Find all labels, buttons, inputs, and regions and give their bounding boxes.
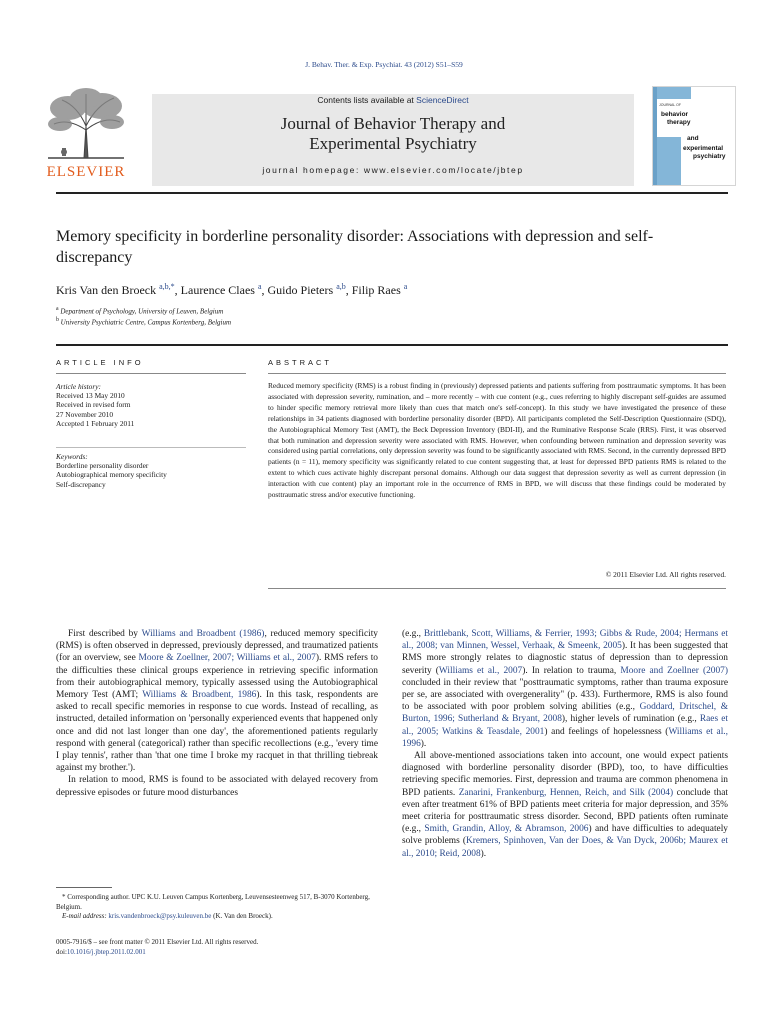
body-paragraph: First described by Williams and Broadbent (1986), reduced memory specificity (RMS) is often observed in depressed, previously depressed, and traumatized patients (for an overview, see Moore & Zoellner, 2007; Williams et al., 2007). RMS refers to the difficulties these clinical groups experience in retrieving specific information from their autobiographical memory, typically assessed using the Autobiographical Memory Test (AMT; Williams & Broadbent, 1986). In this task, respondents are asked to recall specific memories in response to cue words. Instead of recalling, as instructed, detailed information on 'personally experienced events that happened only once and did not last longer than one day', the aforementioned patients regularly respond with general (categorical) rather than specific recollections (e.g., 'every time I play tennis', rather than 'that one time I broke my racquet in that thrilling tiebreak against my brother.'). — [56, 629, 378, 774]
affiliation: $^b$ University Psychiatric Centre, Campus Kortenberg, Belgium — [56, 317, 232, 327]
citation-link[interactable]: Raes et al., 2005; Watkins & Teasdale, 2001 — [402, 714, 728, 737]
history-item: Received 13 May 2010 — [56, 391, 125, 401]
elsevier-tree-icon — [44, 86, 128, 160]
issn-line: 0005-7916/$ – see front matter © 2011 Elsevier Ltd. All rights reserved. — [56, 938, 259, 946]
citation-link[interactable]: Smith, Grandin, Alloy, & Abramson, 2006 — [424, 824, 589, 835]
divider — [56, 447, 246, 448]
body-paragraph: All above-mentioned associations taken into account, one would expect patients diagnosed with borderline personality disorder (BPD), too, to have difficulties retrieving specific memories. First, depression and trauma are common phenomena in BPD patients. Zanarini, Frankenburg, Hennen, Reich, and Silk (2004) conclude that even after treatment 61% of BPD patients meet criteria for major depression, and 35% meet criteria for posttraumatic stress disorder. Second, BPD patients often ruminate (e.g., Smith, Grandin, Alloy, & Abramson, 2006) and have difficulties to adequately solve problems (Kremers, Spinhoven, Van der Does, & Van Dyck, 2006b; Maurex et al., 2010; Reid, 2008). — [402, 751, 728, 859]
keyword: Borderline personality disorder — [56, 461, 149, 471]
footnote-rule — [56, 887, 112, 888]
citation-link[interactable]: Zanarini, Frankenburg, Hennen, Reich, and Silk (2004) — [458, 787, 674, 798]
journal-cover-thumbnail[interactable] — [652, 86, 736, 186]
author-name: Kris Van den Broeck — [56, 283, 157, 297]
citation-link[interactable]: Williams and Broadbent (1986) — [141, 629, 265, 639]
citation-link[interactable]: Williams et al., 2007 — [438, 665, 523, 676]
article-info-heading: ARTICLE INFO — [56, 358, 144, 367]
abstract-text: Reduced memory specificity (RMS) is a robust finding in (previously) depressed patients and patients suffering from posttraumatic symptoms. It has been associated with depression severity, rumination, and – more recently – with cue content (e.g., cues referring to highly discrepant self-guides are assumed to hinder specific memory retrieval more likely than cues that match one's self-concept). In this study we have investigated the presence of these relationships in 34 patients diagnosed with borderline personality disorder (BPD). All participants completed the Self-Description Questionnaire (SDQ), the Autobiographical Memory Test (AMT), the Beck Depression Inventory (BDI-II), and the Ruminative Response Scale (RRS). First, it was observed that both rumination and depression severity were associated with RMS. However, when confounding between rumination and depression severity was considered using partial correlations, only depression severity was found to be significantly associated with RMS. Second, in the currently depressed BPD patients (n = 11), memory specificity was significantly related to cue content suggesting that, at least for depressed BPD patients RMS is related to the extent to which cues activate highly discrepant personal domains. Although our data suggest that depression severity as well as current depression (in interaction with cue content) play an important role in the occurrence of RMS in BPD, we will discuss that these findings could be moderated by posttraumatic stress and/or executive functioning. — [268, 381, 726, 500]
header-rule — [56, 192, 728, 194]
citation-link[interactable]: Williams et al., 1996 — [402, 726, 728, 749]
contents-line: Contents lists available at ScienceDirect — [317, 95, 469, 105]
elsevier-logo — [30, 86, 142, 186]
history-item: 27 November 2010 — [56, 409, 114, 419]
section-rule — [56, 344, 728, 346]
divider — [268, 588, 726, 589]
keywords — [56, 452, 246, 489]
history-label: Article history: — [56, 382, 101, 391]
history-item: Accepted 1 February 2011 — [56, 418, 135, 428]
history-item: Received in revised form — [56, 400, 131, 410]
keywords-label: Keywords: — [56, 452, 88, 461]
author-name: Laurence Claes — [180, 283, 255, 297]
corresponding-author-footnote: * Corresponding author. UPC K.U. Leuven Campus Kortenberg, Leuvensesteenweg 517, B-3070 Kortenberg, Belgium. E-mail address: kris.vandenbroeck@psy.kuleuven.be (K. Van den Broeck). — [56, 893, 370, 920]
keyword: Self-discrepancy — [56, 479, 106, 489]
abstract-copyright: © 2011 Elsevier Ltd. All rights reserved. — [605, 570, 726, 579]
cover-word: experimental — [683, 145, 724, 152]
cover-word: psychiatry — [693, 153, 726, 160]
body-paragraph: In relation to mood, RMS is found to be associated with delayed recovery from depressive episodes or future mood disturbances — [56, 775, 378, 798]
author-name: Guido Pieters — [267, 283, 334, 297]
divider — [56, 373, 246, 374]
affiliation: $^a$ Department of Psychology, University of Leuven, Belgium — [56, 306, 224, 316]
citation-link[interactable]: Kremers, Spinhoven, Van der Does, & Van Dyck, 2006b; Maurex et al., 2010; Reid, 2008 — [402, 836, 728, 859]
divider — [268, 373, 726, 374]
citation-link[interactable]: Moore and Zoellner (2007) — [620, 665, 728, 676]
publisher-name: ELSEVIER — [46, 164, 126, 180]
cover-block — [657, 87, 691, 99]
journal-homepage[interactable]: journal homepage: www.elsevier.com/locate/jbtep — [262, 165, 524, 175]
author-affiliation-marker[interactable]: a,b — [336, 282, 346, 291]
article-history — [56, 382, 246, 428]
sciencedirect-link[interactable]: ScienceDirect — [416, 95, 469, 105]
citation-link[interactable]: Goddard, Dritschel, & Burton, 1996; Sutherland & Bryant, 2008 — [402, 702, 728, 725]
body-column-left — [56, 628, 378, 799]
cover-small-label: JOURNAL OF — [659, 103, 682, 107]
body-column-right — [402, 628, 728, 860]
footer-metadata: 0005-7916/$ – see front matter © 2011 Elsevier Ltd. All rights reserved. doi:10.1016/j.jbtep.2011.02.001 — [56, 938, 259, 956]
author-affiliation-marker[interactable]: a,b,* — [159, 282, 175, 291]
author-list: Kris Van den Broeck $^{a,b,*}$, Laurence Claes $^a$, Guido Pieters $^{a,b}$, Filip Raes $^a$ — [56, 282, 408, 297]
author-name: Filip Raes — [351, 283, 401, 297]
cover-block — [657, 137, 681, 185]
journal-title: Journal of Behavior Therapy and Experimental Psychiatry — [280, 114, 506, 153]
article-title: Memory specificity in borderline personality disorder: Associations with depression and self-discrepancy — [56, 228, 654, 266]
author-affiliation-marker[interactable]: a — [257, 282, 262, 291]
email-link[interactable]: kris.vandenbroeck@psy.kuleuven.be — [108, 912, 212, 920]
author-affiliation-marker[interactable]: a — [403, 282, 408, 291]
keyword: Autobiographical memory specificity — [56, 470, 167, 480]
abstract-heading: ABSTRACT — [268, 358, 333, 367]
citation-link[interactable]: Moore & Zoellner, 2007; Williams et al., 2007 — [138, 653, 316, 664]
cover-word: therapy — [667, 119, 691, 126]
cover-word: and — [687, 135, 699, 142]
journal-banner — [152, 94, 634, 186]
body-paragraph: (e.g., Brittlebank, Scott, Williams, & Ferrier, 1993; Gibbs & Rude, 2004; Hermans et al., 2008; van Minnen, Wessel, Verhaak, & Smeenk, 2005). It has been suggested that RMS more strongly relates to diagnostic status of depression than to depression severity (Williams et al., 2007). In relation to trauma, Moore and Zoellner (2007) concluded in their review that "posttraumatic symptoms, rather than trauma exposure per se, are associated with overgenerality" (p. 433). Furthermore, RMS is also found to be associated with poor problem solving abilities (e.g., Goddard, Dritschel, & Burton, 1996; Sutherland & Bryant, 2008), higher levels of rumination (e.g., Raes et al., 2005; Watkins & Teasdale, 2001) and feelings of hopelessness (Williams et al., 1996). — [402, 629, 728, 749]
doi-link[interactable]: 10.1016/j.jbtep.2011.02.001 — [66, 947, 146, 956]
citation-link[interactable]: Williams & Broadbent, 1986 — [142, 690, 257, 701]
journal-citation[interactable]: J. Behav. Ther. & Exp. Psychiat. 43 (2012) S51–S59 — [305, 60, 463, 69]
citation-link[interactable]: Brittlebank, Scott, Williams, & Ferrier, 1993; Gibbs & Rude, 2004; Hermans et al., 2008; van Minnen, Wessel, Verhaak, & Smeenk, 2005 — [402, 629, 728, 652]
cover-word: behavior — [661, 111, 689, 118]
